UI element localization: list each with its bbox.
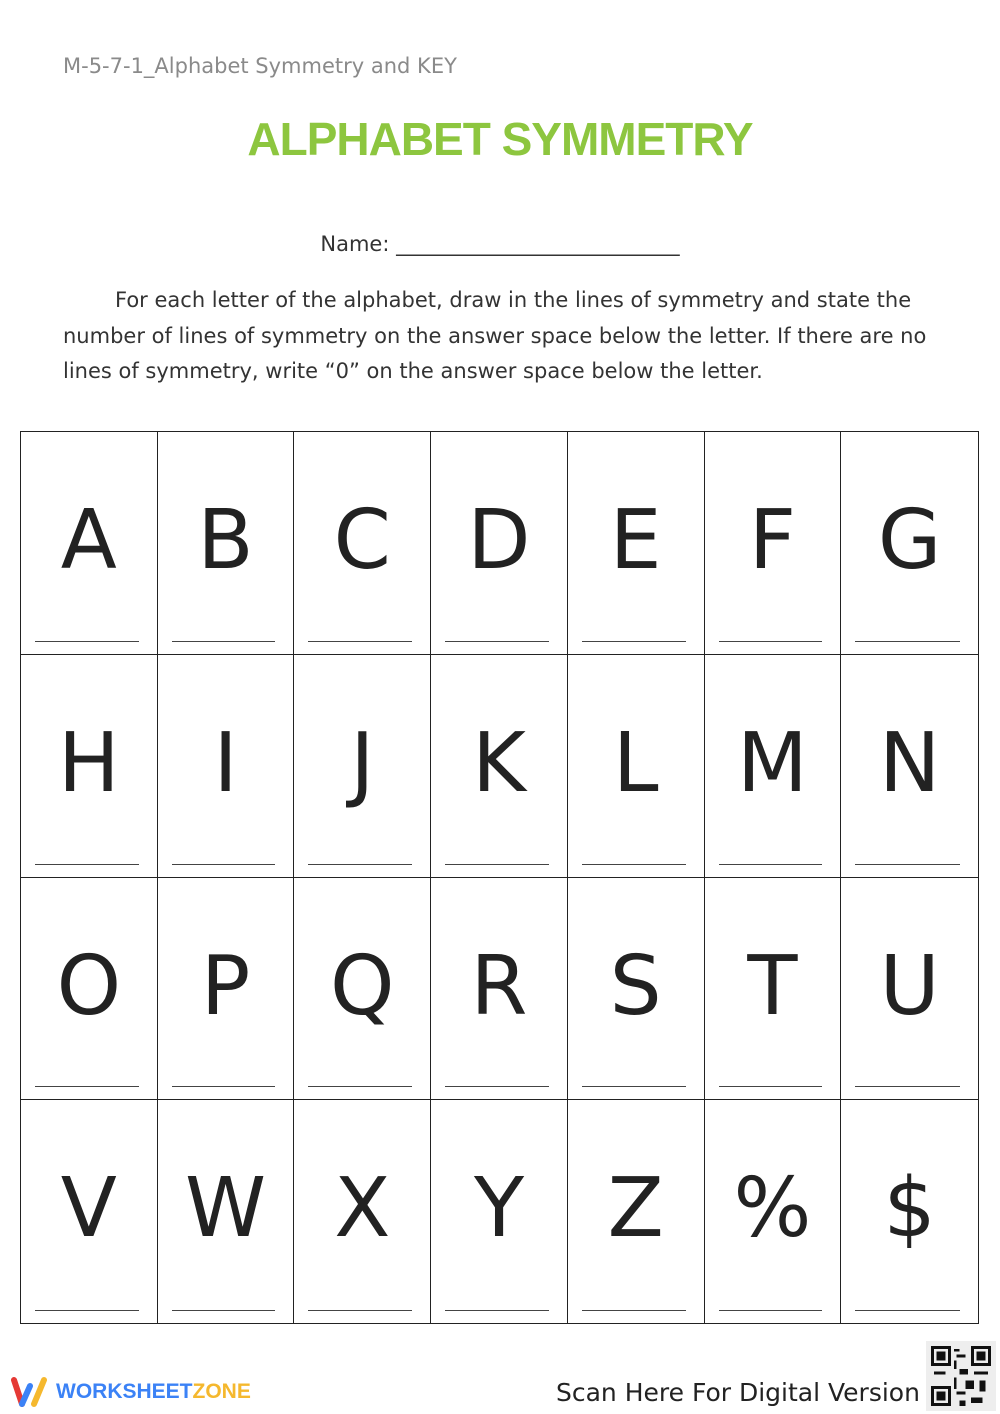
- letter-cell: [21, 655, 158, 878]
- qr-code-icon: [931, 1346, 991, 1406]
- answer-line[interactable]: [308, 1310, 412, 1311]
- letter: O: [56, 938, 122, 1034]
- letter-cell: [568, 1100, 705, 1323]
- answer-line[interactable]: [308, 1086, 412, 1087]
- letter: $: [883, 1161, 936, 1257]
- letter-cell: [21, 878, 158, 1101]
- letter: E: [609, 493, 662, 588]
- letter: J: [350, 715, 375, 811]
- instructions: For each letter of the alphabet, draw in the lines of symmetry and state the number of lines of symmetry on the answer space below the letter. If there are no lines of symmetry, write “0” on the answer space below the letter.: [63, 288, 927, 383]
- letter: T: [747, 938, 798, 1034]
- letter-cell: [705, 655, 842, 878]
- answer-line[interactable]: [445, 1310, 549, 1311]
- letter: I: [213, 715, 238, 811]
- answer-line[interactable]: [855, 1086, 960, 1087]
- answer-line[interactable]: [308, 864, 412, 865]
- letter: L: [612, 715, 659, 811]
- letter: V: [60, 1161, 117, 1257]
- letter-cell: [158, 432, 295, 655]
- letter-cell: [21, 1100, 158, 1323]
- letter: G: [877, 493, 942, 588]
- qr-code[interactable]: [926, 1341, 996, 1411]
- answer-line[interactable]: [172, 1310, 276, 1311]
- answer-line[interactable]: [172, 641, 276, 642]
- answer-line[interactable]: [308, 641, 412, 642]
- answer-line[interactable]: [719, 864, 823, 865]
- letter-cell: [158, 878, 295, 1101]
- letter: M: [737, 715, 808, 811]
- letter-cell: [568, 655, 705, 878]
- answer-line[interactable]: [172, 864, 276, 865]
- answer-line[interactable]: [855, 641, 960, 642]
- answer-line[interactable]: [445, 864, 549, 865]
- answer-line[interactable]: [35, 1086, 139, 1087]
- file-id: M-5-7-1_Alphabet Symmetry and KEY: [63, 54, 457, 78]
- letter-cell: [294, 1100, 431, 1323]
- letter-cell: [294, 655, 431, 878]
- letter-cell: [841, 1100, 978, 1323]
- letter: B: [197, 493, 254, 588]
- letter-cell: [705, 1100, 842, 1323]
- letter: C: [333, 493, 391, 588]
- letter-cell: [294, 878, 431, 1101]
- letter: K: [472, 715, 526, 811]
- letter: R: [470, 938, 528, 1034]
- answer-line[interactable]: [719, 641, 823, 642]
- letter-cell: [431, 432, 568, 655]
- answer-line[interactable]: [719, 1086, 823, 1087]
- answer-line[interactable]: [582, 641, 686, 642]
- letter-cell: [568, 878, 705, 1101]
- letter-cell: [158, 655, 295, 878]
- answer-line[interactable]: [445, 641, 549, 642]
- symmetry-grid: [20, 431, 979, 1324]
- letter: S: [609, 938, 662, 1034]
- letter-cell: [431, 655, 568, 878]
- logo-w-icon: [10, 1376, 50, 1408]
- letter: W: [185, 1161, 267, 1257]
- letter: Y: [473, 1161, 525, 1257]
- answer-line[interactable]: [35, 641, 139, 642]
- worksheet-zone-logo: [10, 1376, 251, 1408]
- logo-word-worksheet: WORKSHEET: [56, 1380, 193, 1403]
- letter: F: [748, 493, 796, 588]
- answer-line[interactable]: [855, 864, 960, 865]
- answer-line[interactable]: [172, 1086, 276, 1087]
- answer-line[interactable]: [35, 1310, 139, 1311]
- letter: N: [878, 715, 941, 811]
- letter: X: [334, 1161, 391, 1257]
- letter-cell: [705, 878, 842, 1101]
- letter-cell: [21, 432, 158, 655]
- scan-text: Scan Here For Digital Version: [556, 1378, 920, 1407]
- letter-cell: [841, 878, 978, 1101]
- letter-cell: [705, 432, 842, 655]
- answer-line[interactable]: [582, 1310, 686, 1311]
- answer-line[interactable]: [445, 1086, 549, 1087]
- letter-cell: [841, 655, 978, 878]
- letter: H: [58, 715, 120, 811]
- letter: %: [733, 1161, 812, 1257]
- answer-line[interactable]: [35, 864, 139, 865]
- letter: P: [200, 938, 251, 1034]
- answer-line[interactable]: [582, 1086, 686, 1087]
- answer-line[interactable]: [719, 1310, 823, 1311]
- letter-cell: [568, 432, 705, 655]
- answer-line[interactable]: [582, 864, 686, 865]
- name-field[interactable]: Name: ___________________________: [320, 232, 680, 256]
- letter-cell: [294, 432, 431, 655]
- logo-word-zone: ZONE: [192, 1380, 251, 1403]
- page-title: ALPHABET SYMMETRY: [247, 113, 753, 165]
- letter: D: [467, 493, 531, 588]
- letter-cell: [431, 1100, 568, 1323]
- answer-line[interactable]: [855, 1310, 960, 1311]
- letter-cell: [158, 1100, 295, 1323]
- letter: Z: [607, 1161, 664, 1257]
- letter-cell: [841, 432, 978, 655]
- letter: A: [60, 493, 117, 588]
- letter: Q: [330, 938, 395, 1034]
- letter-cell: [431, 878, 568, 1101]
- letter: U: [879, 938, 940, 1034]
